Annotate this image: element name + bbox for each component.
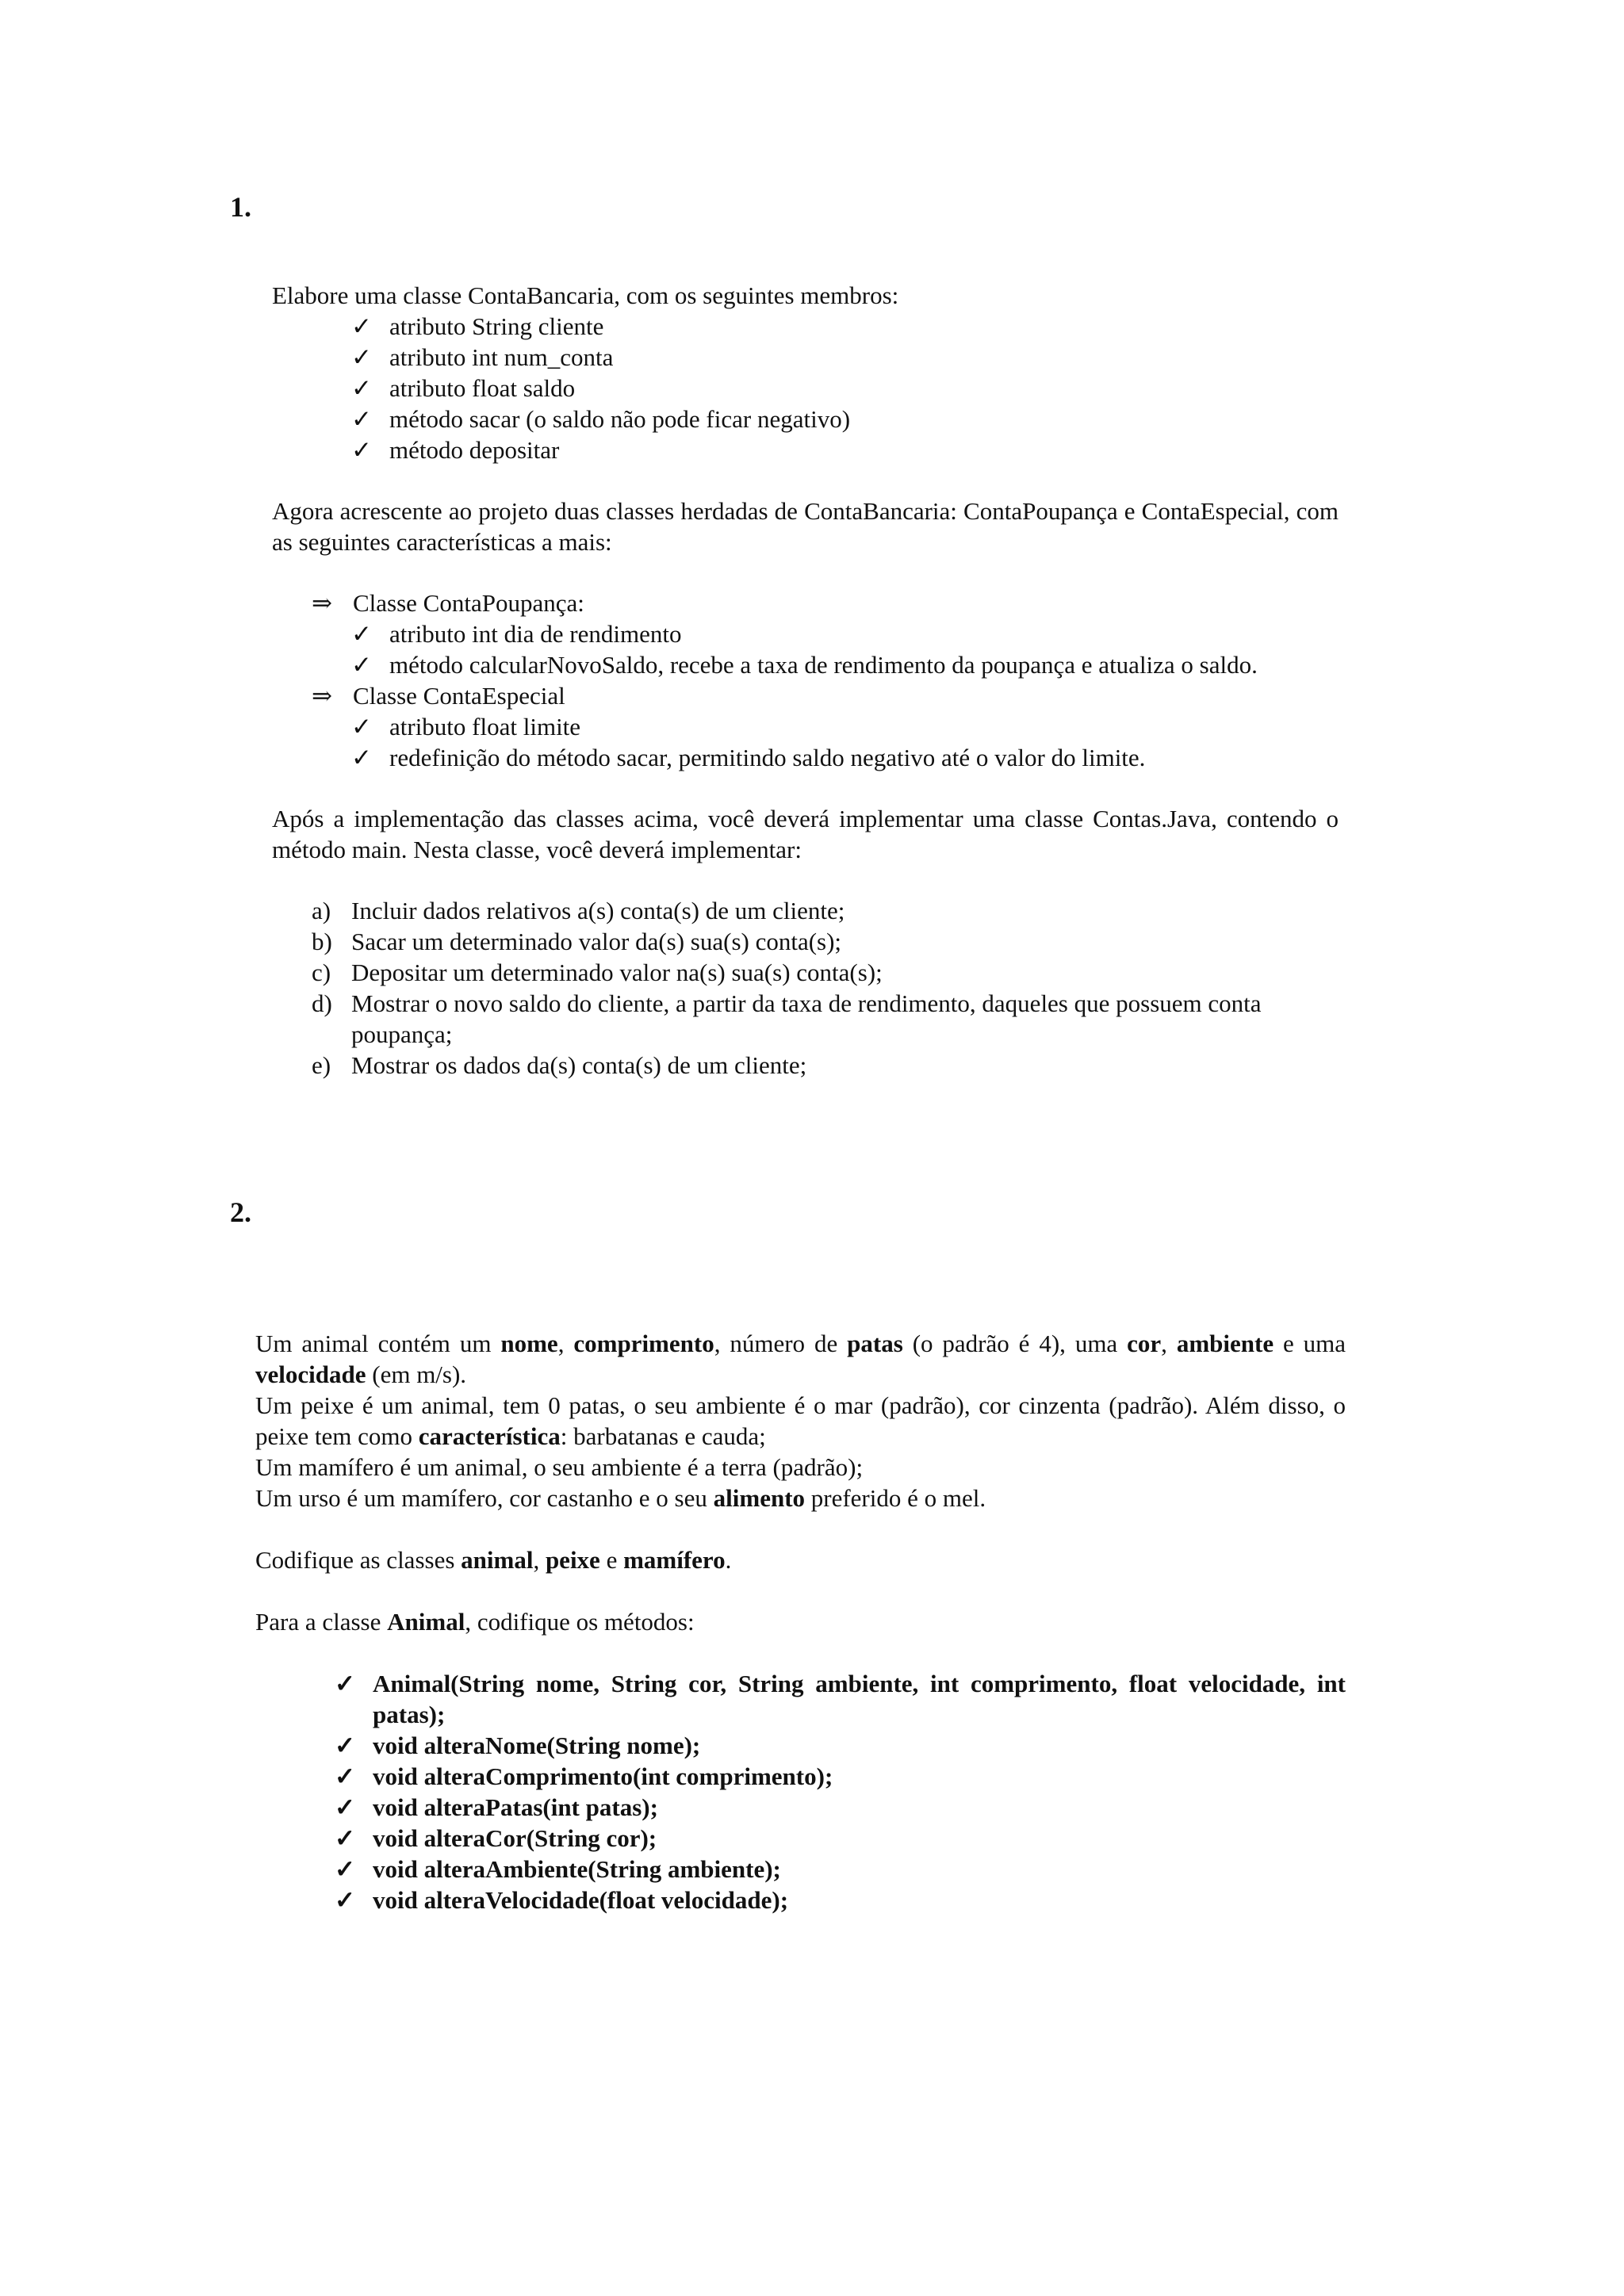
- check-icon: ✓: [351, 343, 372, 371]
- q2-paragraph-6: Para a classe Animal, codifique os métodos:: [255, 1608, 695, 1636]
- q2-paragraph-5: Codifique as classes animal, peixe e mamífero.: [255, 1546, 732, 1574]
- q2-paragraph-1: Um animal contém um nome, comprimento, número de patas (o padrão é 4), uma cor, ambiente e uma velocidade (em m/s).: [255, 1330, 1346, 1388]
- check-icon: ✓: [335, 1855, 355, 1883]
- check-icon: ✓: [351, 620, 372, 648]
- list-item: ✓ método sacar (o saldo não pode ficar negativo): [351, 405, 851, 433]
- q1-paragraph-3: Após a implementação das classes acima, você deverá implementar uma classe Contas.Java, contendo o método main. Nesta classe, você deverá implementar:: [272, 805, 1339, 863]
- especial-list: [351, 711, 1339, 773]
- list-item: ✓ método depositar: [351, 436, 560, 464]
- check-icon: ✓: [351, 651, 372, 679]
- list-item: ✓ void alteraComprimento(int comprimento);: [335, 1762, 833, 1790]
- q1-task-list: [312, 895, 1339, 1081]
- list-item: a) Incluir dados relativos a(s) conta(s) de um cliente;: [312, 897, 845, 924]
- list-item: e) Mostrar os dados da(s) conta(s) de um cliente;: [312, 1051, 807, 1079]
- list-item: b) Sacar um determinado valor da(s) sua(s) conta(s);: [312, 928, 842, 955]
- arrow-right-icon: ⇒: [312, 682, 332, 710]
- list-item: ✓ void alteraVelocidade(float velocidade);: [335, 1886, 789, 1914]
- list-item: ✓ atributo float limite: [351, 713, 581, 740]
- q2-methods-list: [335, 1668, 1346, 1915]
- list-item: ✓ void alteraCor(String cor);: [335, 1824, 657, 1852]
- list-item: ✓ void alteraNome(String nome);: [335, 1732, 701, 1759]
- check-icon: ✓: [351, 744, 372, 771]
- check-icon: ✓: [351, 374, 372, 402]
- check-icon: ✓: [351, 312, 372, 340]
- poupanca-list: [351, 618, 1339, 680]
- q1-paragraph-2: Agora acrescente ao projeto duas classes herdadas de ContaBancaria: ContaPoupança e ContaEspecial, com as seguintes características a mais:: [272, 497, 1339, 556]
- list-item: ✓ atributo int num_conta: [351, 343, 614, 371]
- check-icon: ✓: [335, 1793, 355, 1821]
- question-2-section: [255, 1328, 1346, 1915]
- q2-paragraph-2: Um peixe é um animal, tem 0 patas, o seu ambiente é o mar (padrão), cor cinzenta (padrão). Além disso, o peixe tem como característica: barbatanas e cauda;: [255, 1391, 1346, 1450]
- list-item: ✓ método calcularNovoSaldo, recebe a taxa de rendimento da poupança e atualiza o saldo.: [351, 651, 1258, 679]
- list-item: ✓ void alteraPatas(int patas);: [335, 1793, 658, 1821]
- list-item: d) Mostrar o novo saldo do cliente, a partir da taxa de rendimento, daqueles que possuem conta poupança;: [312, 989, 1262, 1048]
- poupanca-heading: ⇒ Classe ContaPoupança:: [312, 589, 584, 617]
- q2-paragraph-4: Um urso é um mamífero, cor castanho e o seu alimento preferido é o mel.: [255, 1484, 986, 1512]
- list-item: ✓ atributo float saldo: [351, 374, 576, 402]
- arrow-right-icon: ⇒: [312, 589, 332, 617]
- especial-heading: ⇒ Classe ContaEspecial: [312, 682, 565, 710]
- check-icon: ✓: [351, 436, 372, 464]
- question-2-number: 2.: [230, 1196, 251, 1228]
- question-1-number: 1.: [230, 191, 251, 223]
- check-icon: ✓: [335, 1670, 355, 1697]
- q1-subclasses: [312, 587, 1339, 773]
- check-icon: ✓: [335, 1762, 355, 1790]
- check-icon: ✓: [335, 1732, 355, 1759]
- check-icon: ✓: [335, 1886, 355, 1914]
- question-1-section: [272, 280, 1339, 1081]
- check-icon: ✓: [351, 713, 372, 740]
- list-item: ✓ Animal(String nome, String cor, String ambiente, int comprimento, float velocidade, int patas);: [335, 1670, 1346, 1728]
- list-item: c) Depositar um determinado valor na(s) sua(s) conta(s);: [312, 959, 883, 986]
- list-item: ✓ redefinição do método sacar, permitindo saldo negativo até o valor do limite.: [351, 744, 1146, 771]
- check-icon: ✓: [335, 1824, 355, 1852]
- q1-members-list: [351, 311, 1339, 465]
- list-item: ✓ void alteraAmbiente(String ambiente);: [335, 1855, 781, 1883]
- check-icon: ✓: [351, 405, 372, 433]
- list-item: ✓ atributo String cliente: [351, 312, 604, 340]
- q1-intro: Elabore uma classe ContaBancaria, com os seguintes membros:: [272, 281, 899, 309]
- list-item: ✓ atributo int dia de rendimento: [351, 620, 682, 648]
- q2-paragraph-3: Um mamífero é um animal, o seu ambiente é a terra (padrão);: [255, 1453, 864, 1481]
